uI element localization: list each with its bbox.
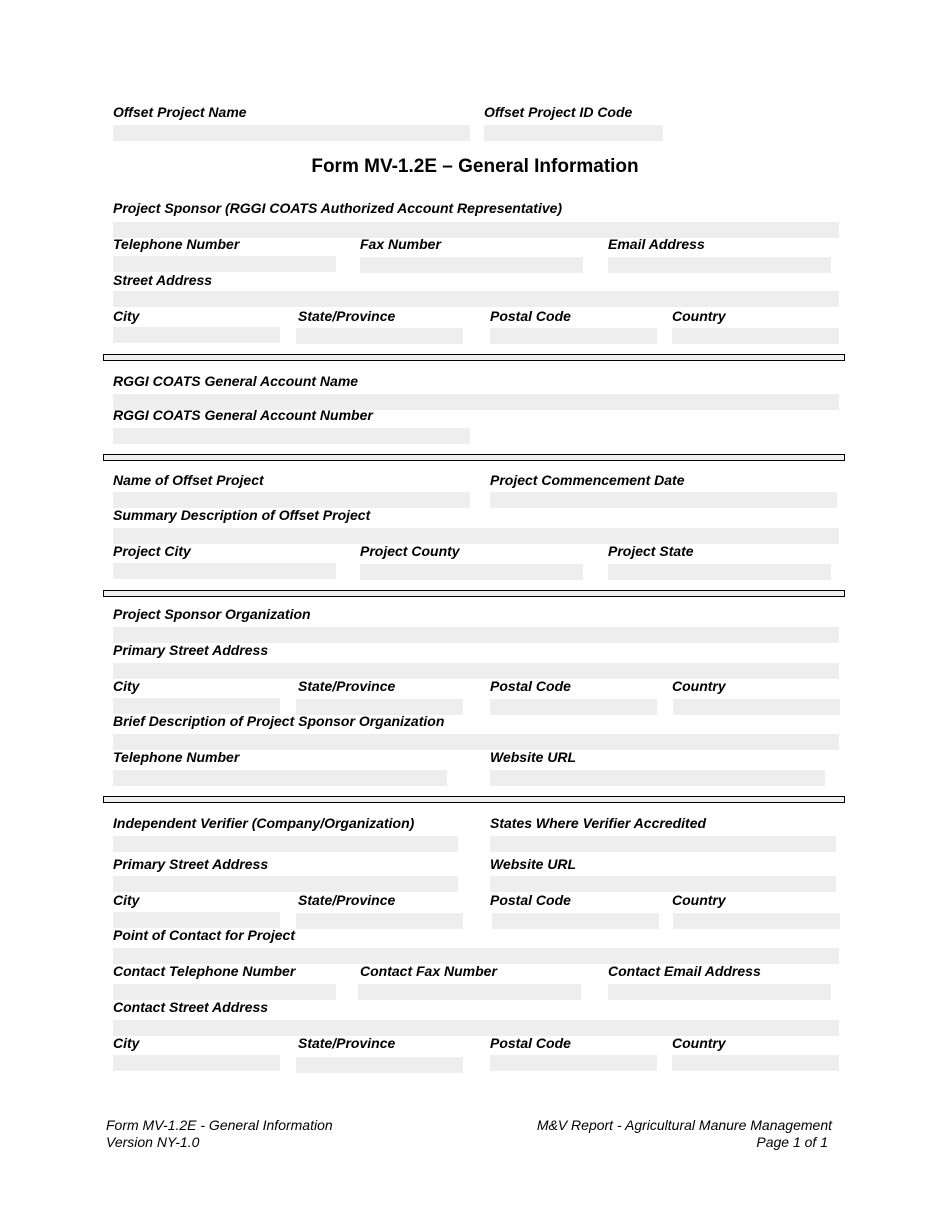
verifier-contact-country-field[interactable] bbox=[672, 1055, 839, 1071]
sponsor-fax-field[interactable] bbox=[360, 257, 583, 273]
verifier-state-label: State/Province bbox=[298, 892, 396, 908]
footer-report-title: M&V Report - Agricultural Manure Management bbox=[536, 1117, 832, 1133]
sponsor-city-field[interactable] bbox=[113, 327, 280, 343]
verifier-contact-postal-label: Postal Code bbox=[490, 1035, 571, 1051]
footer-form-name: Form MV-1.2E - General Information bbox=[106, 1117, 333, 1133]
sponsor-telephone-label: Telephone Number bbox=[113, 236, 240, 252]
verifier-website-field[interactable] bbox=[490, 876, 836, 892]
verifier-contact-street-label: Contact Street Address bbox=[113, 999, 269, 1015]
sponsor-city-label: City bbox=[113, 308, 140, 324]
organization-website-field[interactable] bbox=[490, 770, 825, 786]
organization-website-label: Website URL bbox=[490, 749, 577, 765]
verifier-country-field[interactable] bbox=[673, 913, 840, 929]
verifier-country-label: Country bbox=[672, 892, 726, 908]
verifier-contact-label: Point of Contact for Project bbox=[113, 927, 295, 943]
section-divider bbox=[103, 354, 845, 361]
project-summary-label: Summary Description of Offset Project bbox=[113, 507, 371, 523]
verifier-street-label: Primary Street Address bbox=[113, 856, 269, 872]
verifier-postal-label: Postal Code bbox=[490, 892, 571, 908]
sponsor-telephone-field[interactable] bbox=[113, 256, 336, 272]
project-commencement-field[interactable] bbox=[490, 492, 837, 508]
section-divider bbox=[103, 454, 845, 461]
verifier-contact-fax-field[interactable] bbox=[358, 984, 581, 1000]
footer-version: Version NY-1.0 bbox=[106, 1134, 200, 1150]
footer-page-number: Page 1 of 1 bbox=[756, 1134, 828, 1150]
account-number-field[interactable] bbox=[113, 428, 470, 444]
verifier-contact-city-label: City bbox=[113, 1035, 140, 1051]
project-name-field[interactable] bbox=[113, 492, 470, 508]
verifier-contact-phone-label: Contact Telephone Number bbox=[113, 963, 296, 979]
organization-street-field[interactable] bbox=[113, 663, 839, 679]
organization-city-field[interactable] bbox=[113, 698, 280, 714]
verifier-contact-email-label: Contact Email Address bbox=[608, 963, 761, 979]
verifier-postal-field[interactable] bbox=[492, 913, 659, 929]
organization-city-label: City bbox=[113, 678, 140, 694]
verifier-contact-street-field[interactable] bbox=[113, 1020, 839, 1036]
offset-project-id-field[interactable] bbox=[484, 125, 663, 141]
offset-project-name-label: Offset Project Name bbox=[113, 104, 247, 120]
verifier-contact-country-label: Country bbox=[672, 1035, 726, 1051]
verifier-contact-postal-field[interactable] bbox=[490, 1055, 657, 1071]
organization-street-label: Primary Street Address bbox=[113, 642, 269, 658]
verifier-states-label: States Where Verifier Accredited bbox=[490, 815, 707, 831]
offset-project-name-field[interactable] bbox=[113, 125, 470, 141]
verifier-company-field[interactable] bbox=[113, 836, 458, 852]
project-city-label: Project City bbox=[113, 543, 191, 559]
verifier-website-label: Website URL bbox=[490, 856, 577, 872]
organization-telephone-label: Telephone Number bbox=[113, 749, 240, 765]
section-divider bbox=[103, 590, 845, 597]
sponsor-email-field[interactable] bbox=[608, 257, 831, 273]
offset-project-id-label: Offset Project ID Code bbox=[484, 104, 633, 120]
verifier-state-field[interactable] bbox=[296, 913, 463, 929]
sponsor-street-label: Street Address bbox=[113, 272, 213, 288]
project-county-label: Project County bbox=[360, 543, 460, 559]
verifier-city-label: City bbox=[113, 892, 140, 908]
verifier-contact-phone-field[interactable] bbox=[113, 984, 336, 1000]
sponsor-state-label: State/Province bbox=[298, 308, 396, 324]
verifier-contact-field[interactable] bbox=[113, 948, 839, 964]
organization-description-label: Brief Description of Project Sponsor Organization bbox=[113, 713, 445, 729]
organization-telephone-field[interactable] bbox=[113, 770, 447, 786]
section-divider bbox=[103, 796, 845, 803]
sponsor-fax-label: Fax Number bbox=[360, 236, 441, 252]
sponsor-email-label: Email Address bbox=[608, 236, 705, 252]
sponsor-state-field[interactable] bbox=[296, 328, 463, 344]
organization-country-label: Country bbox=[672, 678, 726, 694]
project-city-field[interactable] bbox=[113, 563, 336, 579]
sponsor-country-label: Country bbox=[672, 308, 726, 324]
project-state-field[interactable] bbox=[608, 564, 831, 580]
verifier-contact-fax-label: Contact Fax Number bbox=[360, 963, 497, 979]
organization-postal-label: Postal Code bbox=[490, 678, 571, 694]
account-number-label: RGGI COATS General Account Number bbox=[113, 407, 373, 423]
project-name-label: Name of Offset Project bbox=[113, 472, 264, 488]
sponsor-heading: Project Sponsor (RGGI COATS Authorized Account Representative) bbox=[113, 200, 563, 216]
verifier-street-field[interactable] bbox=[113, 876, 458, 892]
organization-state-label: State/Province bbox=[298, 678, 396, 694]
account-name-label: RGGI COATS General Account Name bbox=[113, 373, 359, 389]
organization-country-field[interactable] bbox=[673, 699, 840, 715]
verifier-company-label: Independent Verifier (Company/Organization) bbox=[113, 815, 415, 831]
sponsor-country-field[interactable] bbox=[672, 328, 839, 344]
verifier-city-field[interactable] bbox=[113, 912, 280, 928]
project-state-label: Project State bbox=[608, 543, 694, 559]
verifier-contact-state-field[interactable] bbox=[296, 1057, 463, 1073]
project-summary-field[interactable] bbox=[113, 528, 839, 544]
verifier-contact-email-field[interactable] bbox=[608, 984, 831, 1000]
sponsor-postal-label: Postal Code bbox=[490, 308, 571, 324]
organization-postal-field[interactable] bbox=[490, 699, 657, 715]
organization-name-field[interactable] bbox=[113, 627, 839, 643]
verifier-contact-state-label: State/Province bbox=[298, 1035, 396, 1051]
verifier-contact-city-field[interactable] bbox=[113, 1055, 280, 1071]
sponsor-street-field[interactable] bbox=[113, 291, 839, 307]
sponsor-postal-field[interactable] bbox=[490, 328, 657, 344]
organization-description-field[interactable] bbox=[113, 734, 839, 750]
project-county-field[interactable] bbox=[360, 564, 583, 580]
verifier-states-field[interactable] bbox=[490, 836, 836, 852]
organization-heading: Project Sponsor Organization bbox=[113, 606, 311, 622]
project-commencement-label: Project Commencement Date bbox=[490, 472, 685, 488]
form-title: Form MV-1.2E – General Information bbox=[311, 156, 639, 177]
